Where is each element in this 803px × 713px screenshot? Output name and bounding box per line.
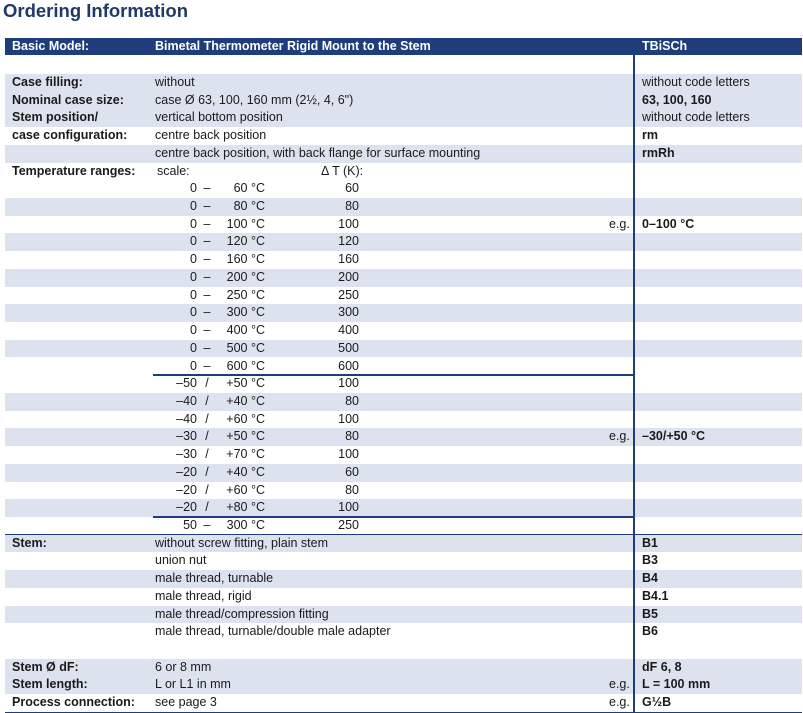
row-label: Temperature ranges: [12, 163, 136, 178]
range-separator: – [203, 252, 211, 267]
range-high: +60 °C [226, 482, 265, 497]
temperature-range-row [5, 322, 802, 340]
row-description: see page 3 [155, 695, 217, 710]
range-separator: – [203, 181, 211, 196]
range-separator: – [203, 199, 211, 214]
range-low: 0 [190, 358, 197, 373]
row-description: male thread, turnable/double male adapter [155, 624, 391, 639]
range-low: 0 [190, 181, 197, 196]
order-code: dF 6, 8 [642, 659, 682, 674]
temperature-range-row [5, 180, 802, 198]
order-code: rm [642, 128, 658, 143]
order-code: 63, 100, 160 [642, 92, 712, 107]
case-filling-row [5, 74, 802, 92]
range-low: –30 [176, 429, 197, 444]
temperature-range-row [5, 251, 802, 269]
row-label: Stem length: [12, 677, 88, 692]
row-description: centre back position [155, 128, 267, 143]
stem-option-row [5, 588, 802, 606]
range-low: 0 [190, 252, 197, 267]
range-high: 250 °C [226, 287, 265, 302]
row-description: union nut [155, 553, 207, 568]
order-code: –30/+50 °C [642, 429, 706, 444]
range-separator: – [203, 340, 211, 355]
range-high: +60 °C [226, 411, 265, 426]
scale-heading: scale: [157, 163, 190, 178]
temperature-range-row [5, 269, 802, 287]
range-high: 120 °C [226, 234, 265, 249]
page-title: Ordering Information [3, 0, 188, 21]
row-description: male thread, rigid [155, 588, 252, 603]
delta-t-value: 600 [338, 358, 359, 373]
example-label: e.g. [609, 429, 630, 444]
temperature-range-row [5, 482, 802, 500]
range-low: –40 [176, 393, 197, 408]
delta-t-heading: Δ T (K): [321, 163, 364, 178]
range-low: 0 [190, 269, 197, 284]
example-label: e.g. [609, 695, 630, 710]
temperature-range-row [5, 411, 802, 429]
order-code: L = 100 mm [642, 677, 711, 692]
example-label: e.g. [609, 677, 630, 692]
row-description: 6 or 8 mm [155, 659, 212, 674]
delta-t-value: 250 [338, 287, 359, 302]
delta-t-value: 300 [338, 305, 359, 320]
stem-option-row [5, 535, 802, 553]
row-label: Stem Ø dF: [12, 659, 79, 674]
range-high: +40 °C [226, 393, 265, 408]
row-label: case configuration: [12, 128, 128, 143]
spacer-row [5, 641, 802, 659]
row-description: L or L1 in mm [155, 677, 231, 692]
delta-t-value: 100 [338, 411, 359, 426]
temperature-range-row [5, 216, 802, 234]
range-low: 0 [190, 199, 197, 214]
stem-length-row [5, 676, 802, 694]
range-separator: / [205, 482, 209, 497]
range-high: +50 °C [226, 429, 265, 444]
row-description: vertical bottom position [155, 110, 283, 125]
range-separator: / [205, 411, 209, 426]
stem-option-row [5, 606, 802, 624]
range-separator: / [205, 447, 209, 462]
range-low: –40 [176, 411, 197, 426]
stem-option-row [5, 552, 802, 570]
order-code: 0–100 °C [642, 216, 695, 231]
delta-t-value: 100 [338, 216, 359, 231]
row-description: without [155, 75, 195, 89]
order-code: without code letters [642, 110, 750, 125]
stem-position-row [5, 145, 802, 163]
row-label: Case filling: [12, 75, 83, 89]
range-separator: / [205, 429, 209, 444]
range-high: 60 °C [233, 181, 265, 196]
range-separator: / [205, 376, 209, 391]
range-low: 0 [190, 340, 197, 355]
row-description: case Ø 63, 100, 160 mm (2½, 4, 6") [155, 92, 354, 107]
order-code: G½B [642, 695, 672, 710]
range-separator: – [203, 358, 211, 373]
range-high: 400 °C [226, 323, 265, 338]
range-high: 80 °C [233, 199, 265, 214]
temperature-range-row [5, 287, 802, 305]
range-high: 300 °C [226, 305, 265, 320]
range-high: 500 °C [226, 340, 265, 355]
temperature-range-row [5, 446, 802, 464]
delta-t-value: 100 [338, 447, 359, 462]
temperature-range-row [5, 358, 802, 376]
order-code: B6 [642, 624, 658, 639]
range-separator: – [203, 323, 211, 338]
range-low: 50 [183, 518, 197, 532]
delta-t-value: 500 [338, 340, 359, 355]
row-label: Stem: [12, 535, 47, 550]
range-high: +80 °C [226, 500, 265, 515]
range-separator: / [205, 464, 209, 479]
range-low: 0 [190, 216, 197, 231]
range-low: –30 [176, 447, 197, 462]
range-separator: – [203, 287, 211, 302]
row-description: male thread, turnable [155, 571, 274, 586]
range-separator: / [205, 393, 209, 408]
range-low: –20 [176, 464, 197, 479]
delta-t-value: 80 [345, 482, 359, 497]
delta-t-value: 250 [338, 518, 359, 532]
range-separator: – [203, 234, 211, 249]
range-high: 200 °C [226, 269, 265, 284]
range-separator: – [203, 518, 211, 532]
temperature-range-row [5, 198, 802, 216]
temperature-range-row [5, 375, 802, 393]
row-label: Stem position/ [12, 110, 99, 125]
delta-t-value: 100 [338, 376, 359, 391]
delta-t-value: 80 [345, 393, 359, 408]
stem-option-row [5, 623, 802, 641]
delta-t-value: 200 [338, 269, 359, 284]
order-code: B4 [642, 571, 658, 586]
order-code: B3 [642, 553, 658, 568]
model-code: TBiSCh [642, 39, 688, 53]
table-header [5, 38, 802, 55]
delta-t-value: 60 [345, 181, 359, 196]
basic-model-desc: Bimetal Thermometer Rigid Mount to the Stem [155, 39, 431, 53]
range-high: 100 °C [226, 216, 265, 231]
temperature-range-row [5, 340, 802, 358]
temperature-range-row [5, 464, 802, 482]
range-high: +70 °C [226, 447, 265, 462]
nominal-case-size-row [5, 92, 802, 110]
order-code: rmRh [642, 145, 675, 160]
order-code: B5 [642, 606, 658, 621]
range-high: 600 °C [226, 358, 265, 373]
range-low: –20 [176, 482, 197, 497]
row-description: without screw fitting, plain stem [155, 535, 328, 550]
delta-t-value: 100 [338, 500, 359, 515]
temperature-range-row [5, 428, 802, 446]
range-separator: – [203, 269, 211, 284]
delta-t-value: 120 [338, 234, 359, 249]
temperature-range-row [5, 393, 802, 411]
stem-option-row [5, 570, 802, 588]
row-description: male thread/compression fitting [155, 606, 329, 621]
process-connection-row [5, 694, 802, 712]
basic-model-label: Basic Model: [12, 39, 90, 53]
range-high: 300 °C [226, 518, 265, 532]
range-high: +50 °C [226, 376, 265, 391]
temperature-header-row [5, 163, 802, 181]
temperature-range-row [5, 233, 802, 251]
row-label: Process connection: [12, 695, 135, 710]
range-low: –50 [176, 376, 197, 391]
delta-t-value: 60 [345, 464, 359, 479]
column-divider [633, 55, 635, 713]
order-code: B1 [642, 535, 658, 550]
range-low: 0 [190, 323, 197, 338]
row-label: Nominal case size: [12, 92, 124, 107]
range-separator: – [203, 216, 211, 231]
row-description: centre back position, with back flange for surface mounting [155, 145, 481, 160]
order-code: without code letters [642, 75, 750, 89]
range-low: 0 [190, 287, 197, 302]
delta-t-value: 80 [345, 429, 359, 444]
temperature-range-row [5, 304, 802, 322]
range-separator: – [203, 305, 211, 320]
range-high: +40 °C [226, 464, 265, 479]
example-label: e.g. [609, 216, 630, 231]
delta-t-value: 160 [338, 252, 359, 267]
range-high: 160 °C [226, 252, 265, 267]
spacer-row [5, 56, 802, 74]
order-code: B4.1 [642, 588, 669, 603]
temperature-range-row [5, 517, 802, 535]
stem-diameter-row [5, 659, 802, 677]
stem-position-row [5, 109, 802, 127]
delta-t-value: 400 [338, 323, 359, 338]
delta-t-value: 80 [345, 199, 359, 214]
range-low: –20 [176, 500, 197, 515]
range-low: 0 [190, 234, 197, 249]
range-separator: / [205, 500, 209, 515]
temperature-range-row [5, 499, 802, 517]
range-low: 0 [190, 305, 197, 320]
stem-position-row [5, 127, 802, 145]
